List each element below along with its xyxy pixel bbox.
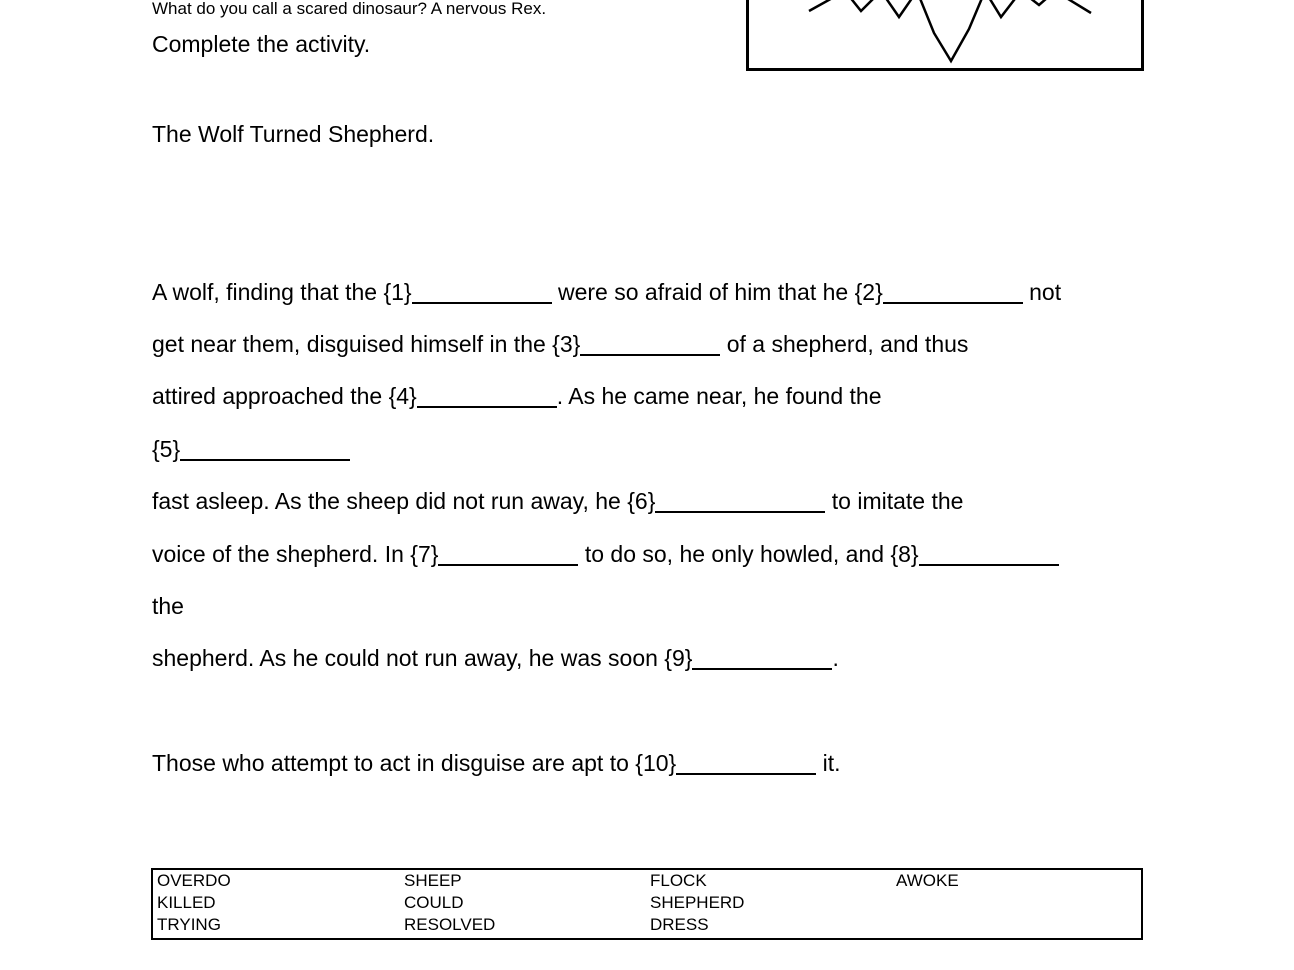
- blank-number: {1}: [383, 279, 412, 305]
- story-text: to do so, he only howled, and: [578, 541, 891, 567]
- story-line-8: [152, 644, 839, 672]
- blank-number: {7}: [410, 541, 439, 567]
- blank-number: {2}: [854, 279, 883, 305]
- blank-number: {4}: [388, 383, 417, 409]
- story-line-3: [152, 382, 882, 410]
- story-line-5: [152, 487, 963, 515]
- word-bank-item: RESOLVED: [404, 915, 496, 934]
- blank-3[interactable]: [580, 334, 720, 356]
- story-line-1: [152, 278, 1061, 306]
- word-bank-item: COULD: [404, 893, 464, 912]
- story-text: .: [832, 645, 839, 671]
- blank-number: {10}: [635, 750, 677, 776]
- blank-5[interactable]: [180, 439, 350, 461]
- picture-box: [746, 0, 1144, 71]
- story-text: of a shepherd, and thus: [720, 331, 969, 357]
- word-bank-item: AWOKE: [896, 871, 959, 890]
- story-text: not: [1022, 279, 1062, 305]
- word-bank-item: SHEPHERD: [650, 893, 745, 912]
- blank-number: {5}: [152, 436, 181, 462]
- word-bank-item: SHEEP: [404, 871, 462, 890]
- story-text: get near them, disguised himself in the: [152, 331, 553, 357]
- story-text: Those who attempt to act in disguise are apt to: [152, 750, 636, 776]
- blank-1[interactable]: [412, 282, 552, 304]
- word-bank-item: OVERDO: [157, 871, 231, 890]
- blank-number: {3}: [552, 331, 581, 357]
- story-text: to imitate the: [825, 488, 964, 514]
- story-title: The Wolf Turned Shepherd.: [152, 121, 435, 147]
- blank-10[interactable]: [676, 753, 816, 775]
- blank-4[interactable]: [417, 386, 557, 408]
- instruction-text: Complete the activity.: [152, 31, 371, 57]
- word-bank-item: KILLED: [157, 893, 216, 912]
- blank-number: {6}: [627, 488, 656, 514]
- story-moral: [152, 749, 841, 777]
- blank-9[interactable]: [692, 648, 832, 670]
- blank-7[interactable]: [438, 544, 578, 566]
- word-bank: [151, 868, 1143, 940]
- story-text: voice of the shepherd. In: [152, 541, 411, 567]
- story-line-4: [152, 435, 350, 463]
- story-text: fast asleep. As the sheep did not run away, he: [152, 488, 628, 514]
- story-text: . As he came near, he found the: [556, 383, 882, 409]
- word-bank-item: TRYING: [157, 915, 221, 934]
- blank-6[interactable]: [655, 491, 825, 513]
- story-text: it.: [816, 750, 841, 776]
- word-bank-item: DRESS: [650, 915, 709, 934]
- story-line-7: the: [152, 593, 184, 619]
- joke-text: What do you call a scared dinosaur? A nervous Rex.: [152, 0, 547, 18]
- blank-number: {8}: [890, 541, 919, 567]
- starburst-icon: [749, 0, 1141, 68]
- story-text: were so afraid of him that he: [551, 279, 855, 305]
- blank-number: {9}: [664, 645, 693, 671]
- story-text: A wolf, finding that the: [152, 279, 384, 305]
- blank-8[interactable]: [919, 544, 1059, 566]
- blank-2[interactable]: [883, 282, 1023, 304]
- story-line-6: [152, 540, 1059, 568]
- story-text: shepherd. As he could not run away, he was soon: [152, 645, 665, 671]
- story-text: attired approached the: [152, 383, 389, 409]
- story-line-2: [152, 330, 968, 358]
- word-bank-item: FLOCK: [650, 871, 707, 890]
